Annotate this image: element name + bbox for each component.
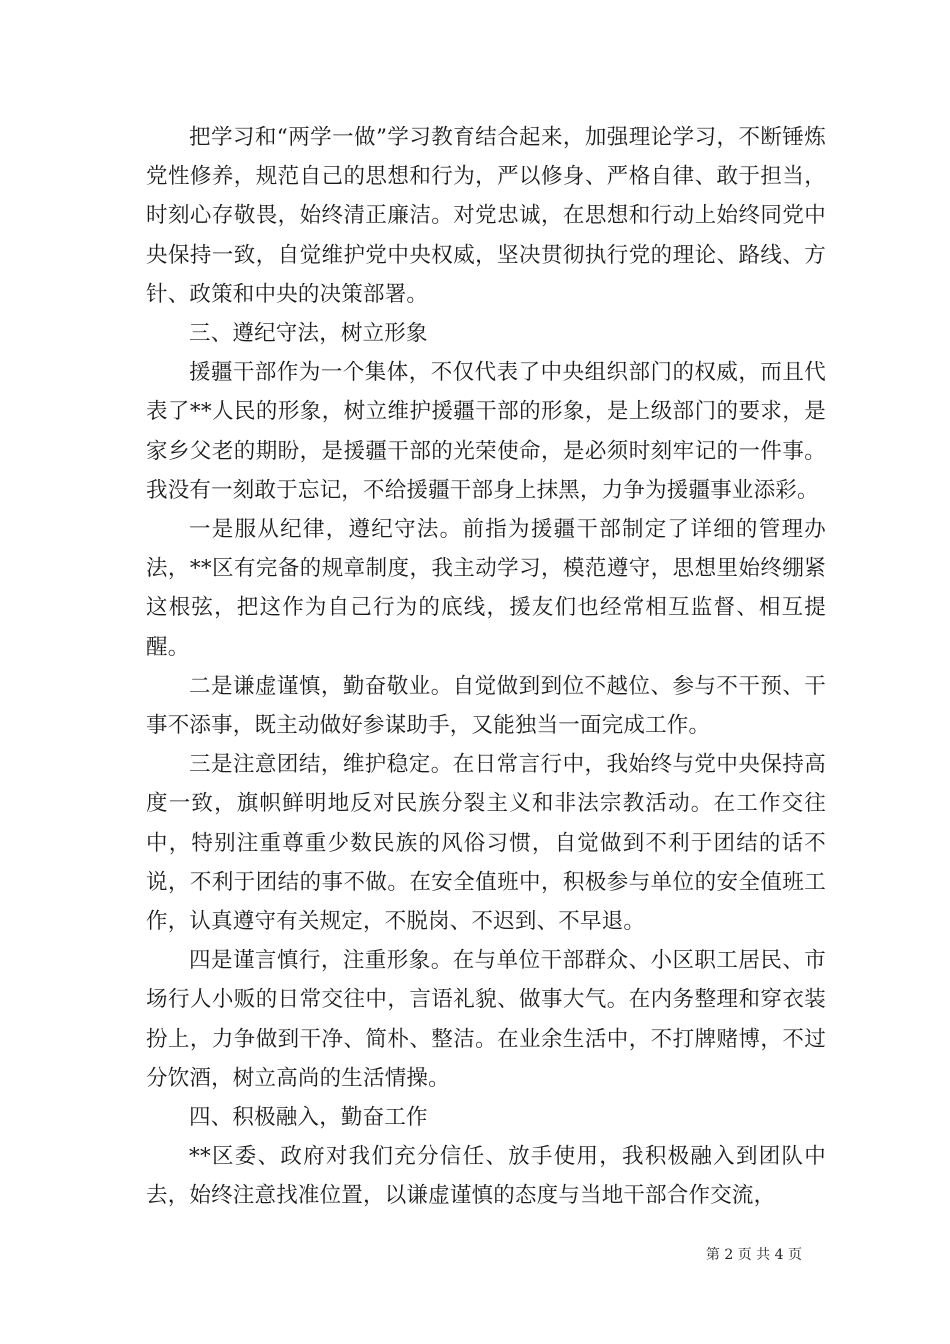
section-heading: 四、积极融入，勤奋工作 xyxy=(189,1105,428,1131)
paragraph: 援疆干部作为一个集体，不仅代表了中央组织部门的权威，而且代表了**人民的形象，树立维护援疆干部的形象，是上级部门的要求，是家乡父老的期盼，是援疆干部的光荣使命，是必须时刻牢记的一件事。我没有一刻敢于忘记，不给援疆干部身上抹黑，力争为援疆事业添彩。 xyxy=(146,360,826,503)
paragraph: 二是谦虚谨慎，勤奋敬业。自觉做到到位不越位、参与不干预、干事不添事，既主动做好参谋助手，又能独当一面完成工作。 xyxy=(146,673,826,739)
document-body xyxy=(146,118,826,1216)
paragraph: **区委、政府对我们充分信任、放手使用，我积极融入到团队中去，始终注意找准位置，以谦虚谨慎的态度与当地干部合作交流， xyxy=(146,1144,826,1209)
paragraph: 一是服从纪律，遵纪守法。前指为援疆干部制定了详细的管理办法，**区有完备的规章制度，我主动学习，模范遵守，思想里始终绷紧这根弦，把这作为自己行为的底线，援友们也经常相互监督、相互提醒。 xyxy=(146,517,826,660)
paragraph: 三是注意团结，维护稳定。在日常言行中，我始终与党中央保持高度一致，旗帜鲜明地反对民族分裂主义和非法宗教活动。在工作交往中，特别注重尊重少数民族的风俗习惯，自觉做到不利于团结的话不说，不利于团结的事不做。在安全值班中，积极参与单位的安全值班工作，认真遵守有关规定，不脱岗、不迟到、不早退。 xyxy=(146,752,826,935)
paragraph: 把学习和“两学一做”学习教育结合起来，加强理论学习，不断锤炼党性修养，规范自己的思想和行为，严以修身、严格自律、敢于担当，时刻心存敬畏，始终清正廉洁。对党忠诚，在思想和行动上始终同党中央保持一致，自觉维护党中央权威，坚决贯彻执行党的理论、路线、方针、政策和中央的决策部署。 xyxy=(146,125,826,307)
paragraph: 四是谨言慎行，注重形象。在与单位干部群众、小区职工居民、市场行人小贩的日常交往中，言语礼貌、做事大气。在内务整理和穿衣装扮上，力争做到干净、简朴、整洁。在业余生活中，不打牌赌博，不过分饮酒，树立高尚的生活情操。 xyxy=(146,948,826,1091)
section-heading: 三、遵纪守法，树立形象 xyxy=(189,321,428,347)
page-number: 第 2 页 共 4 页 xyxy=(705,1247,802,1263)
